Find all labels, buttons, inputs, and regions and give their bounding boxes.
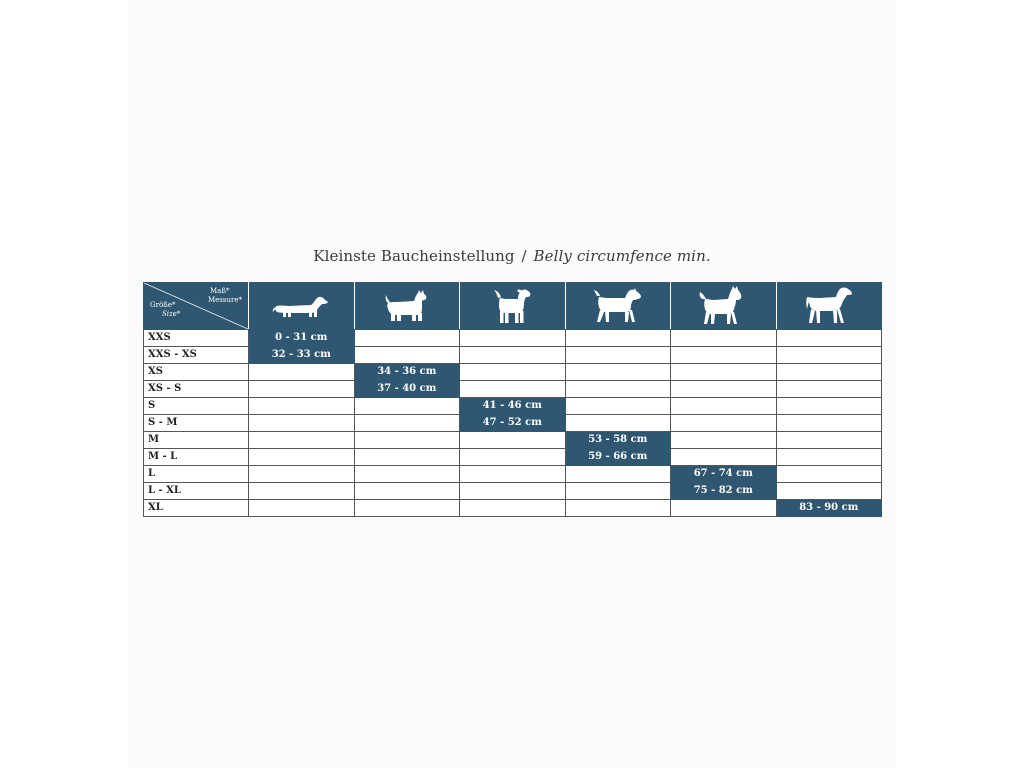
empty-cell <box>249 432 355 449</box>
size-label <box>150 301 180 319</box>
empty-cell <box>460 483 566 500</box>
empty-cell <box>671 432 777 449</box>
table-row <box>144 500 882 517</box>
empty-cell <box>460 432 566 449</box>
empty-cell <box>354 432 460 449</box>
size-label-de: Größe* <box>150 301 176 309</box>
empty-cell <box>671 415 777 432</box>
size-rows <box>144 330 882 517</box>
size-cell: L <box>144 466 249 483</box>
empty-cell <box>249 500 355 517</box>
empty-cell <box>460 330 566 347</box>
size-cell: XXS - XS <box>144 347 249 364</box>
empty-cell <box>776 466 882 483</box>
empty-cell <box>776 364 882 381</box>
empty-cell <box>565 500 671 517</box>
measure-label-de: Maß* <box>210 287 230 295</box>
range-cell: 41 - 46 cm <box>460 398 566 415</box>
empty-cell <box>460 500 566 517</box>
empty-cell <box>671 347 777 364</box>
range-cell: 37 - 40 cm <box>354 381 460 398</box>
empty-cell <box>671 500 777 517</box>
empty-cell <box>776 432 882 449</box>
empty-cell <box>776 483 882 500</box>
empty-cell <box>460 449 566 466</box>
range-cell: 32 - 33 cm <box>249 347 355 364</box>
husky-icon <box>696 285 750 327</box>
empty-cell <box>354 330 460 347</box>
empty-cell <box>671 449 777 466</box>
column-husky <box>671 283 777 330</box>
table-row <box>144 330 882 347</box>
column-pointer <box>776 283 882 330</box>
size-cell: XL <box>144 500 249 517</box>
size-label-en: Size* <box>162 310 181 318</box>
column-terrier <box>354 283 460 330</box>
empty-cell <box>776 330 882 347</box>
empty-cell <box>565 364 671 381</box>
range-cell: 34 - 36 cm <box>354 364 460 381</box>
empty-cell <box>460 466 566 483</box>
empty-cell <box>671 381 777 398</box>
range-cell: 67 - 74 cm <box>671 466 777 483</box>
table-row <box>144 483 882 500</box>
empty-cell <box>249 466 355 483</box>
table-row <box>144 415 882 432</box>
empty-cell <box>460 347 566 364</box>
schnauzer-icon <box>591 286 645 326</box>
jack-russell-icon <box>490 286 534 326</box>
terrier-icon <box>382 287 432 325</box>
size-cell: S - M <box>144 415 249 432</box>
table-row <box>144 432 882 449</box>
range-cell: 59 - 66 cm <box>565 449 671 466</box>
empty-cell <box>354 415 460 432</box>
empty-cell <box>460 381 566 398</box>
table-row <box>144 466 882 483</box>
empty-cell <box>249 449 355 466</box>
table-row <box>144 347 882 364</box>
empty-cell <box>776 415 882 432</box>
empty-cell <box>565 483 671 500</box>
size-cell: XXS <box>144 330 249 347</box>
empty-cell <box>776 381 882 398</box>
header-row <box>144 283 882 330</box>
size-table <box>143 282 882 517</box>
corner-cell <box>144 283 249 330</box>
pointer-icon <box>802 285 856 327</box>
table-row <box>144 398 882 415</box>
empty-cell <box>460 364 566 381</box>
range-cell: 83 - 90 cm <box>776 500 882 517</box>
empty-cell <box>565 415 671 432</box>
empty-cell <box>249 483 355 500</box>
empty-cell <box>671 398 777 415</box>
size-cell: XS <box>144 364 249 381</box>
empty-cell <box>776 347 882 364</box>
column-jack-russell <box>460 283 566 330</box>
empty-cell <box>565 398 671 415</box>
dachshund-icon <box>271 290 331 322</box>
size-cell: M - L <box>144 449 249 466</box>
empty-cell <box>776 449 882 466</box>
title-separator: / <box>521 247 527 265</box>
empty-cell <box>565 347 671 364</box>
measure-label-en: Messure* <box>208 296 242 304</box>
empty-cell <box>249 415 355 432</box>
size-cell: XS - S <box>144 381 249 398</box>
empty-cell <box>565 466 671 483</box>
empty-cell <box>249 364 355 381</box>
range-cell: 47 - 52 cm <box>460 415 566 432</box>
range-cell: 75 - 82 cm <box>671 483 777 500</box>
title-german: Kleinste Baucheinstellung <box>313 247 515 265</box>
size-cell: S <box>144 398 249 415</box>
size-cell: M <box>144 432 249 449</box>
title-english: Belly circumfence min. <box>533 247 711 265</box>
range-cell: 53 - 58 cm <box>565 432 671 449</box>
column-schnauzer <box>565 283 671 330</box>
empty-cell <box>249 381 355 398</box>
size-cell: L - XL <box>144 483 249 500</box>
empty-cell <box>354 500 460 517</box>
empty-cell <box>354 347 460 364</box>
table-row <box>144 381 882 398</box>
empty-cell <box>354 466 460 483</box>
empty-cell <box>565 330 671 347</box>
empty-cell <box>354 449 460 466</box>
table-row <box>144 449 882 466</box>
empty-cell <box>671 364 777 381</box>
empty-cell <box>354 483 460 500</box>
measure-label <box>208 287 242 305</box>
chart-title <box>0 247 1024 265</box>
empty-cell <box>249 398 355 415</box>
table-row <box>144 364 882 381</box>
empty-cell <box>354 398 460 415</box>
range-cell: 0 - 31 cm <box>249 330 355 347</box>
column-dachshund <box>249 283 355 330</box>
empty-cell <box>776 398 882 415</box>
empty-cell <box>565 381 671 398</box>
empty-cell <box>671 330 777 347</box>
